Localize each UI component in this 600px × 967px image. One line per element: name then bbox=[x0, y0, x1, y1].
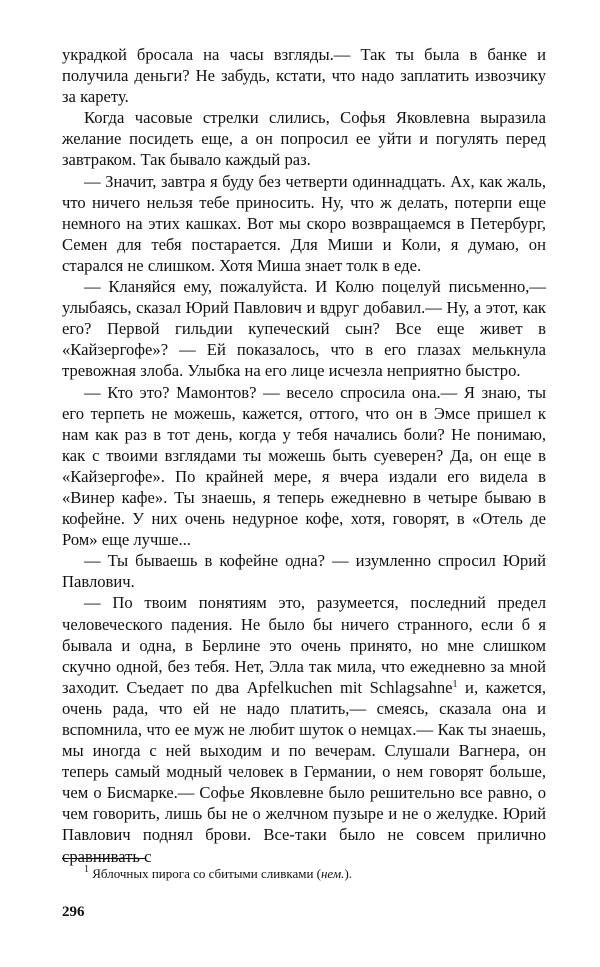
footnote-close: ). bbox=[344, 866, 353, 881]
footnote-reference: 1 bbox=[452, 678, 458, 690]
paragraph: — Кто это? Мамонтов? — весело спросила она.— Я знаю, ты его терпеть не можешь, кажется, оттого, что он в Эмсе пришел к нам как раз в тот день, когда у тебя начались боли? Не понимаю, как с твоими взглядами ты можешь быть суеверен? Да, он еще в «Кайзергофе». По крайней мере, я вчера издали его видела в «Винер кафе». Ты знаешь, я теперь ежедневно в четыре бываю в кофейне. У них очень недурное кофе, хотя, говорят, в «Отель де Ром» еще лучше... bbox=[62, 382, 546, 550]
paragraph: украдкой бросала на часы взгляды.— Так ты была в банке и получила деньги? Не забудь, кстати, что надо заплатить извозчику за карету. bbox=[62, 45, 546, 107]
page-number: 296 bbox=[62, 904, 85, 920]
paragraph-text: и, кажется, очень рада, что ей не надо платить,— смеясь, сказала она и вспомнила, что ее муж не любит шуток о немцах.— Как ты знаешь, мы иногда с ней выходим и по вечерам. Слушали Вагнера, он теперь самый модный человек в Германии, о нем говорят больше, чем о Бисмарке.— Софье Яковлевне было решительно все равно, о чем говорить, лишь бы не о желчном пузыре и не о желудке. Юрий Павлович поднял брови. Все-таки было не совсем прилично сравнивать с bbox=[62, 677, 546, 866]
paragraph bbox=[62, 592, 546, 866]
footnote bbox=[84, 866, 544, 882]
paragraph: Когда часовые стрелки слились, Софья Яковлевна выразила желание посидеть еще, а он попросил ее уйти и погулять перед завтраком. Так бывало каждый раз. bbox=[62, 108, 546, 170]
paragraph-text: — По твоим понятиям это, разумеется, последний предел человеческого падения. Не было бы ничего странного, если б я бывала и одна, в Берлине это очень принято, но мне слишком скучно одной, без тебя. Нет, Элла так мила, что ежедневно за мной заходит. Съедает по два Apfelkuchen mit Schlagsahne bbox=[62, 593, 546, 697]
page-body-text bbox=[62, 44, 546, 867]
footnote-mark: 1 bbox=[84, 864, 89, 875]
paragraph: — Кланяйся ему, пожалуйста. И Колю поцелуй письменно,— улыбаясь, сказал Юрий Павлович и вдруг добавил.— Ну, а этот, как его? Первой гильдии купеческий сын? Все еще живет в «Кайзергофе»? — Ей показалось, что в его глазах мелькнула тревожная злоба. Улыбка на его лице исчезла неприятно быстро. bbox=[62, 277, 546, 381]
footnote-language: нем. bbox=[320, 866, 345, 881]
paragraph: — Ты бываешь в кофейне одна? — изумленно спросил Юрий Павлович. bbox=[62, 551, 546, 592]
footnote-text: Яблочных пирога со сбитыми сливками ( bbox=[89, 866, 321, 881]
paragraph: — Значит, завтра я буду без четверти одиннадцать. Ах, как жаль, что ничего нельзя тебе приносить. Ну, что ж делать, потерпи еще немного на этих кашках. Вот мы скоро возвращаемся в Петербург, Семен для тебя постарается. Для Миши и Коли, я думаю, он старался не слишком. Хотя Миша знает толк в еде. bbox=[62, 171, 546, 275]
footnote-divider bbox=[62, 858, 146, 859]
